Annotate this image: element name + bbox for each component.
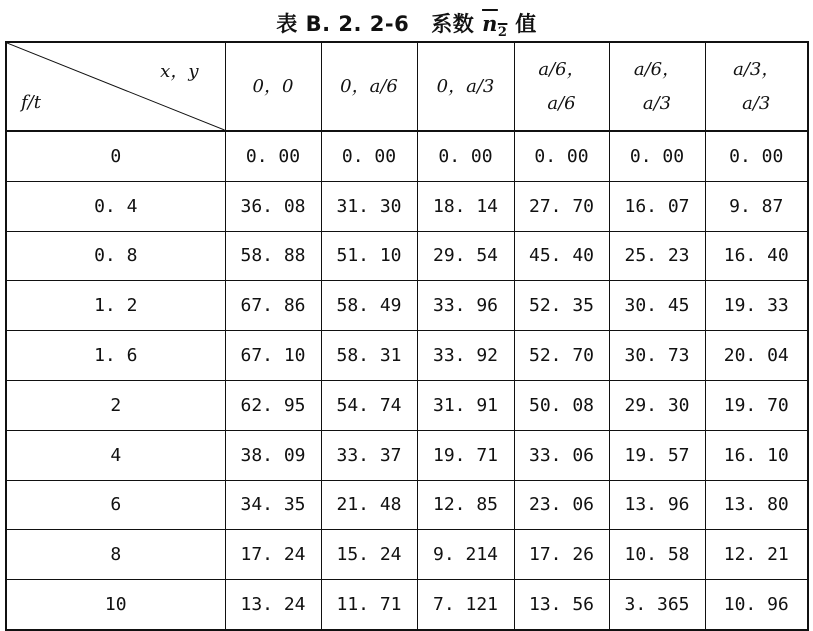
column-header-text: 0，a/6: [340, 75, 398, 97]
row-header-ft: 0: [6, 131, 225, 181]
table-row: [6, 430, 808, 480]
table-cell: 33. 96: [417, 281, 514, 331]
table-cell: 34. 35: [225, 480, 321, 530]
table-cell: 12. 21: [705, 530, 808, 580]
table-cell: 25. 23: [609, 231, 705, 281]
table-cell: 19. 33: [705, 281, 808, 331]
table-cell: 30. 45: [609, 281, 705, 331]
table-cell: 11. 71: [321, 580, 417, 630]
column-header: [417, 42, 514, 131]
table-caption: [0, 8, 813, 40]
table-cell: 33. 37: [321, 430, 417, 480]
table-cell: 0. 00: [417, 131, 514, 181]
table-cell: 31. 91: [417, 380, 514, 430]
table-cell: 21. 48: [321, 480, 417, 530]
column-header: [321, 42, 417, 131]
corner-header-cell: [6, 42, 225, 131]
table-cell: 17. 26: [514, 530, 609, 580]
row-header-ft: 6: [6, 480, 225, 530]
table-body: [6, 131, 808, 630]
table-cell: 10. 58: [609, 530, 705, 580]
column-header-text: 0，a/3: [436, 75, 495, 97]
table-cell: 50. 08: [514, 380, 609, 430]
table-row: [6, 530, 808, 580]
table-cell: 0. 00: [514, 131, 609, 181]
column-header: [609, 42, 705, 131]
caption-word: 系数: [431, 12, 475, 36]
table-cell: 62. 95: [225, 380, 321, 430]
table-cell: 18. 14: [417, 181, 514, 231]
table-cell: 29. 30: [609, 380, 705, 430]
table-row: [6, 380, 808, 430]
column-header: [225, 42, 321, 131]
table-cell: 7. 121: [417, 580, 514, 630]
row-header-ft: 2: [6, 380, 225, 430]
column-header-text: a/6， a/6: [538, 58, 585, 114]
table-cell: 38. 09: [225, 430, 321, 480]
row-header-ft: 4: [6, 430, 225, 480]
table-cell: 58. 49: [321, 281, 417, 331]
table-cell: 52. 70: [514, 331, 609, 381]
table-cell: 36. 08: [225, 181, 321, 231]
table-cell: 12. 85: [417, 480, 514, 530]
table-cell: 45. 40: [514, 231, 609, 281]
table-cell: 16. 40: [705, 231, 808, 281]
table-row: [6, 281, 808, 331]
table-cell: 13. 96: [609, 480, 705, 530]
table-cell: 16. 10: [705, 430, 808, 480]
table-cell: 9. 214: [417, 530, 514, 580]
table-cell: 13. 80: [705, 480, 808, 530]
row-header-ft: 0. 4: [6, 181, 225, 231]
table-cell: 13. 56: [514, 580, 609, 630]
table-row: [6, 580, 808, 630]
corner-label-xy: x，y: [160, 61, 199, 82]
coefficient-symbol-letter: n: [482, 11, 498, 36]
table-cell: 13. 24: [225, 580, 321, 630]
table-cell: 51. 10: [321, 231, 417, 281]
table-cell: 0. 00: [705, 131, 808, 181]
table-cell: 33. 06: [514, 430, 609, 480]
caption-suffix: 值: [515, 12, 537, 36]
table-cell: 54. 74: [321, 380, 417, 430]
table-cell: 23. 06: [514, 480, 609, 530]
table-cell: 0. 00: [609, 131, 705, 181]
row-header-ft: 8: [6, 530, 225, 580]
table-cell: 67. 10: [225, 331, 321, 381]
table-cell: 9. 87: [705, 181, 808, 231]
table-cell: 29. 54: [417, 231, 514, 281]
table-cell: 19. 57: [609, 430, 705, 480]
table-cell: 19. 71: [417, 430, 514, 480]
table-cell: 52. 35: [514, 281, 609, 331]
table-cell: 16. 07: [609, 181, 705, 231]
caption-prefix: 表 B. 2. 2-6: [276, 12, 410, 36]
table-row: [6, 480, 808, 530]
table-cell: 10. 96: [705, 580, 808, 630]
table-cell: 19. 70: [705, 380, 808, 430]
table-cell: 58. 88: [225, 231, 321, 281]
column-header: [705, 42, 808, 131]
table-cell: 67. 86: [225, 281, 321, 331]
table-row: [6, 181, 808, 231]
table-cell: 0. 00: [225, 131, 321, 181]
table-cell: 17. 24: [225, 530, 321, 580]
table-cell: 30. 73: [609, 331, 705, 381]
table-cell: 33. 92: [417, 331, 514, 381]
row-header-ft: 10: [6, 580, 225, 630]
table-cell: 58. 31: [321, 331, 417, 381]
header-row: [6, 42, 808, 131]
coefficient-symbol-subscript: 2: [497, 25, 508, 41]
table-row: [6, 231, 808, 281]
table-cell: 31. 30: [321, 181, 417, 231]
row-header-ft: 0. 8: [6, 231, 225, 281]
column-header: [514, 42, 609, 131]
column-header-text: a/6， a/3: [633, 58, 681, 114]
coefficient-symbol: [482, 11, 508, 41]
table-cell: 15. 24: [321, 530, 417, 580]
column-header-text: a/3， a/3: [733, 58, 780, 114]
column-header-text: 0，0: [252, 75, 294, 97]
table-cell: 27. 70: [514, 181, 609, 231]
table-cell: 20. 04: [705, 331, 808, 381]
table-cell: 3. 365: [609, 580, 705, 630]
coefficient-table: [5, 41, 809, 631]
corner-label-ft: f/t: [21, 92, 41, 113]
row-header-ft: 1. 6: [6, 331, 225, 381]
row-header-ft: 1. 2: [6, 281, 225, 331]
table-row: [6, 131, 808, 181]
table-cell: 0. 00: [321, 131, 417, 181]
table-row: [6, 331, 808, 381]
